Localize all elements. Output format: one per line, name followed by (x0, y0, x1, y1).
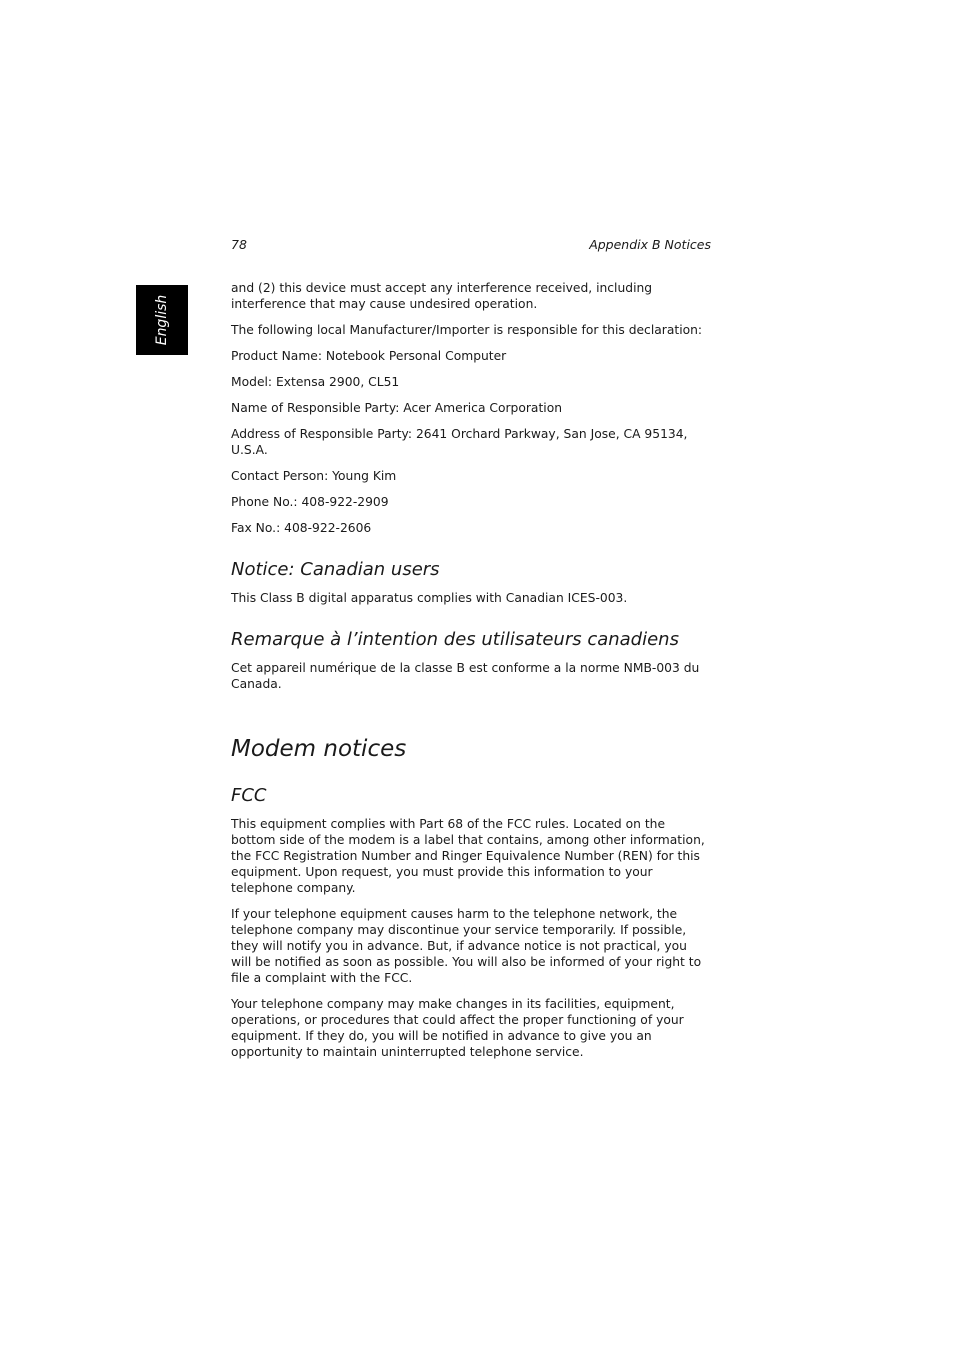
paragraph-remarque: Cet appareil numérique de la classe B est conforme a la norme NMB-003 du Canada. (231, 661, 700, 691)
responsible-party: Name of Responsible Party: Acer America Corporation (231, 401, 563, 415)
page-number: 78 (231, 237, 247, 252)
page-content (231, 280, 711, 1060)
contact-person: Contact Person: Young Kim (231, 469, 397, 483)
page-header (231, 237, 711, 255)
paragraph-canadian: This Class B digital apparatus complies with Canadian ICES-003. (231, 591, 628, 605)
phone-number: Phone No.: 408-922-2909 (231, 495, 389, 509)
paragraph-fcc-part68: This equipment complies with Part 68 of the FCC rules. Located on the bottom side of the modem is a label that contains, among other information, the FCC Registration Number and Ringer Equivalence Number (REN) for this equipment. Upon request, you must provide this information to your telephone company. (231, 817, 705, 895)
language-tab-label: English (154, 294, 170, 346)
heading-modem-notices: Modem notices (231, 736, 407, 762)
heading-fcc: FCC (231, 785, 267, 806)
model: Model: Extensa 2900, CL51 (231, 375, 400, 389)
paragraph-fcc-harm: If your telephone equipment causes harm to the telephone network, the telephone company may discontinue your service temporarily. If possible, they will notify you in advance. But, if advance notice is not practical, you will be notified as soon as possible. You will also be informed of your right to file a complaint with the FCC. (231, 907, 702, 985)
product-name: Product Name: Notebook Personal Computer (231, 349, 507, 363)
heading-canadian-users: Notice: Canadian users (231, 559, 440, 580)
paragraph-interference: and (2) this device must accept any interference received, including interference that may cause undesired operation. (231, 281, 653, 311)
fax-number: Fax No.: 408-922-2606 (231, 521, 372, 535)
language-tab (136, 285, 188, 355)
section-title: Appendix B Notices (589, 237, 711, 252)
heading-remarque: Remarque à l’intention des utilisateurs canadiens (231, 629, 679, 650)
responsible-party-address: Address of Responsible Party: 2641 Orchard Parkway, San Jose, CA 95134, U.S.A. (231, 427, 688, 457)
paragraph-fcc-changes: Your telephone company may make changes in its facilities, equipment, operations, or procedures that could affect the proper functioning of your equipment. If they do, you will be notified in advance to give you an opportunity to maintain uninterrupted telephone service. (231, 997, 684, 1059)
paragraph-manufacturer: The following local Manufacturer/Importer is responsible for this declaration: (231, 323, 703, 337)
